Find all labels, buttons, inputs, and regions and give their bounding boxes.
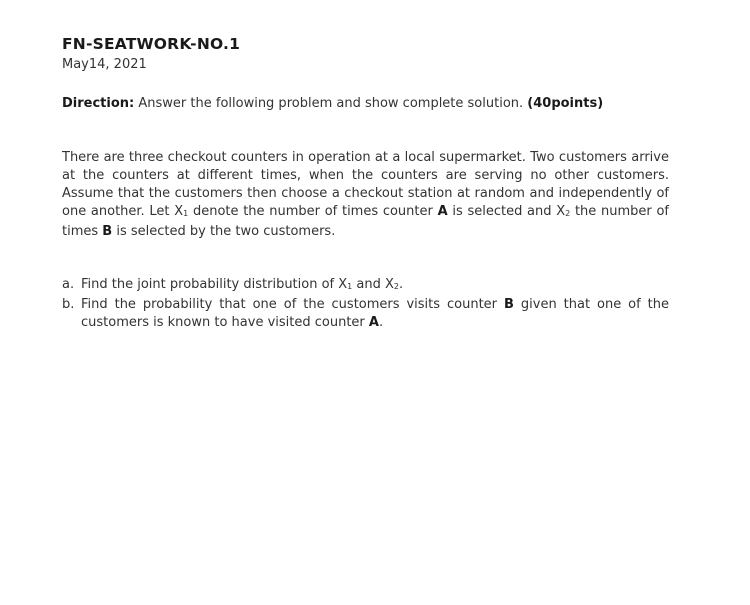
counter-b-label: B (102, 224, 113, 239)
question-list (62, 276, 669, 332)
problem-text-2: denote the number of times counter (188, 204, 438, 219)
subscript-1: 1 (183, 209, 189, 218)
question-a-sub-1: 1 (347, 282, 353, 291)
question-b-label: b. (62, 297, 75, 312)
question-b-text (81, 296, 669, 332)
subscript-2: 2 (565, 209, 571, 218)
question-b-counter-b: B (504, 297, 514, 312)
question-a-text-3: . (399, 277, 404, 292)
direction-text: Answer the following problem and show complete solution. (134, 96, 528, 111)
question-a-sub-2: 2 (393, 282, 399, 291)
counter-a-label: A (437, 204, 448, 219)
problem-text-5: is selected by the two customers. (112, 224, 336, 239)
problem-paragraph (62, 149, 669, 241)
question-b (62, 296, 669, 332)
question-b-text-1: Find the probability that one of the customers visits counter (81, 297, 504, 312)
problem-text-3: is selected and X (447, 204, 566, 219)
question-b-text-2: given that one of the customers is known to have visited counter (81, 297, 669, 330)
question-a-text-2: and X (352, 277, 394, 292)
problem-text-1: There are three checkout counters in operation at a local supermarket. Two customers arrive at the counters at different times, when the counters are serving no other customers. Assume that the customers then choose a checkout station at random and independently of one another. Let X (62, 150, 669, 219)
direction-line (62, 96, 682, 111)
direction-points: (40points) (527, 96, 604, 111)
document-date: May14, 2021 (62, 57, 147, 72)
direction-label: Direction: (62, 96, 135, 111)
document-title: FN-SEATWORK-NO.1 (62, 35, 241, 53)
question-b-text-3: . (378, 315, 384, 330)
question-a (62, 276, 669, 296)
question-b-counter-a: A (368, 315, 379, 330)
question-a-text-1: Find the joint probability distribution of X (81, 277, 348, 292)
question-a-label: a. (62, 277, 75, 292)
question-a-text (81, 276, 669, 296)
problem-text-4: the number of times (62, 204, 669, 239)
